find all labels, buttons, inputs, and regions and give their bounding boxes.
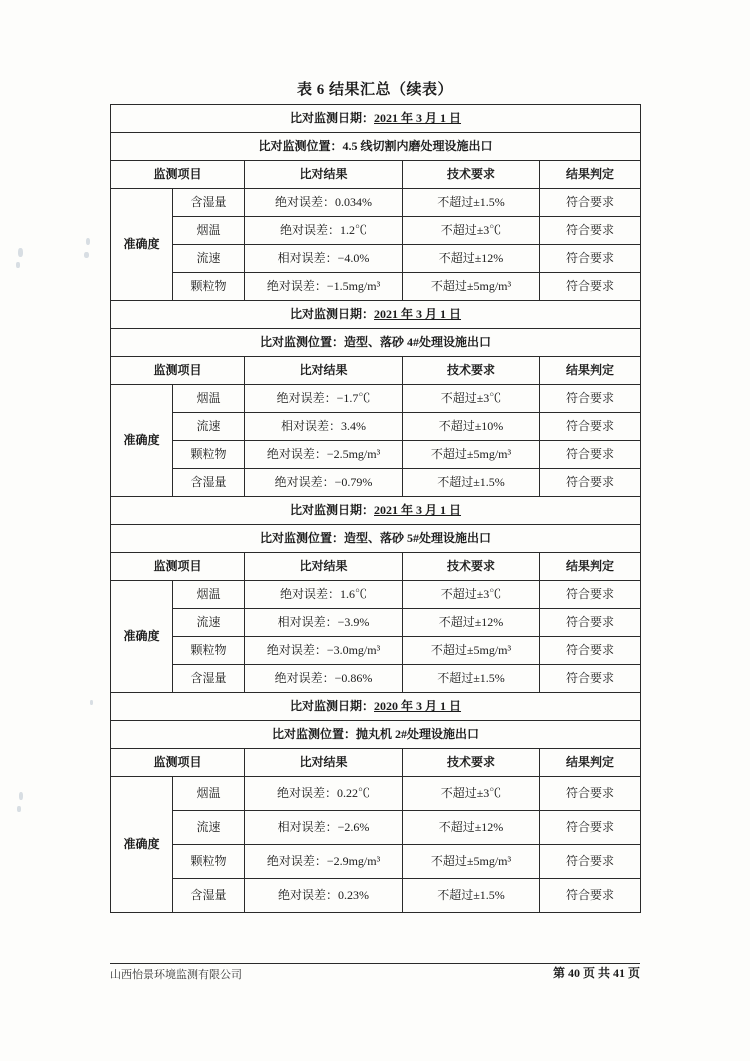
- param-name: 流速: [173, 811, 245, 845]
- table-row: [111, 217, 641, 245]
- monitoring-date-cell: [111, 301, 641, 329]
- table-header-row: [111, 553, 641, 581]
- technical-requirement: 不超过±5mg/m³: [403, 845, 540, 879]
- monitoring-date-cell: [111, 105, 641, 133]
- row-group-label-accuracy: 准确度: [111, 777, 173, 913]
- technical-requirement: 不超过±1.5%: [403, 469, 540, 497]
- column-header-requirement: 技术要求: [403, 357, 540, 385]
- column-header-requirement: 技术要求: [403, 749, 540, 777]
- technical-requirement: 不超过±5mg/m³: [403, 637, 540, 665]
- scan-speck: [90, 700, 93, 705]
- scan-speck: [84, 252, 89, 258]
- param-name: 颗粒物: [173, 637, 245, 665]
- table-row-site: [111, 329, 641, 357]
- column-header-item: 监测项目: [111, 161, 245, 189]
- table-row-site: [111, 133, 641, 161]
- table-row: [111, 189, 641, 217]
- verdict: 符合要求: [540, 217, 641, 245]
- technical-requirement: 不超过±5mg/m³: [403, 441, 540, 469]
- verdict: 符合要求: [540, 441, 641, 469]
- technical-requirement: 不超过±3℃: [403, 217, 540, 245]
- param-name: 流速: [173, 413, 245, 441]
- date-label: 比对监测日期：: [289, 503, 374, 517]
- table-row: [111, 609, 641, 637]
- table-row-site: [111, 721, 641, 749]
- param-name: 烟温: [173, 217, 245, 245]
- scan-speck: [19, 792, 23, 800]
- param-name: 流速: [173, 245, 245, 273]
- results-summary-table: [110, 104, 641, 913]
- param-name: 烟温: [173, 581, 245, 609]
- table-row-date: [111, 301, 641, 329]
- comparison-result: 绝对误差：1.6℃: [245, 581, 403, 609]
- technical-requirement: 不超过±1.5%: [403, 665, 540, 693]
- technical-requirement: 不超过±10%: [403, 413, 540, 441]
- scan-speck: [17, 806, 21, 812]
- column-header-result: 比对结果: [245, 553, 403, 581]
- table-row-date: [111, 105, 641, 133]
- column-header-verdict: 结果判定: [540, 749, 641, 777]
- date-value: 2020 年 3 月 1 日: [374, 699, 462, 713]
- footer-page-number: 第 40 页 共 41 页: [552, 966, 640, 980]
- verdict: 符合要求: [540, 777, 641, 811]
- comparison-result: 相对误差：−2.6%: [245, 811, 403, 845]
- technical-requirement: 不超过±3℃: [403, 581, 540, 609]
- technical-requirement: 不超过±1.5%: [403, 879, 540, 913]
- verdict: 符合要求: [540, 845, 641, 879]
- table-row: [111, 811, 641, 845]
- table-row: [111, 441, 641, 469]
- date-label: 比对监测日期：: [289, 111, 374, 125]
- date-value: 2021 年 3 月 1 日: [374, 307, 462, 321]
- column-header-item: 监测项目: [111, 553, 245, 581]
- param-name: 颗粒物: [173, 273, 245, 301]
- comparison-result: 绝对误差：1.2℃: [245, 217, 403, 245]
- date-value: 2021 年 3 月 1 日: [374, 503, 462, 517]
- comparison-result: 绝对误差：−1.7℃: [245, 385, 403, 413]
- column-header-verdict: 结果判定: [540, 553, 641, 581]
- technical-requirement: 不超过±12%: [403, 811, 540, 845]
- table-row: [111, 879, 641, 913]
- monitoring-date-cell: [111, 693, 641, 721]
- monitoring-site-cell: [111, 329, 641, 357]
- table-row: [111, 665, 641, 693]
- site-label: 比对监测位置：: [271, 727, 356, 741]
- table-row: [111, 273, 641, 301]
- param-name: 含湿量: [173, 665, 245, 693]
- param-name: 含湿量: [173, 469, 245, 497]
- column-header-requirement: 技术要求: [403, 553, 540, 581]
- param-name: 烟温: [173, 385, 245, 413]
- table-row: [111, 777, 641, 811]
- site-value: 造型、落砂 4#处理设施出口: [344, 335, 492, 349]
- site-label: 比对监测位置：: [259, 335, 344, 349]
- table-row: [111, 413, 641, 441]
- column-header-result: 比对结果: [245, 357, 403, 385]
- comparison-result: 绝对误差：0.034%: [245, 189, 403, 217]
- technical-requirement: 不超过±12%: [403, 609, 540, 637]
- table-row-date: [111, 497, 641, 525]
- date-label: 比对监测日期：: [289, 307, 374, 321]
- monitoring-site-cell: [111, 133, 641, 161]
- footer-company-name: 山西怡景环境监测有限公司: [110, 969, 242, 981]
- site-label: 比对监测位置：: [258, 139, 343, 153]
- table-row: [111, 581, 641, 609]
- comparison-result: 绝对误差：−1.5mg/m³: [245, 273, 403, 301]
- param-name: 含湿量: [173, 879, 245, 913]
- row-group-label-accuracy: 准确度: [111, 581, 173, 693]
- column-header-result: 比对结果: [245, 161, 403, 189]
- site-value: 造型、落砂 5#处理设施出口: [344, 531, 492, 545]
- table-row: [111, 845, 641, 879]
- page-title: 表 6 结果汇总（续表）: [296, 82, 453, 98]
- verdict: 符合要求: [540, 189, 641, 217]
- param-name: 颗粒物: [173, 845, 245, 879]
- monitoring-site-cell: [111, 721, 641, 749]
- date-value: 2021 年 3 月 1 日: [374, 111, 462, 125]
- param-name: 含湿量: [173, 189, 245, 217]
- scan-speck: [16, 262, 20, 268]
- table-row-date: [111, 693, 641, 721]
- table-header-row: [111, 161, 641, 189]
- scan-speck: [18, 248, 23, 257]
- table-header-row: [111, 749, 641, 777]
- comparison-result: 绝对误差：−3.0mg/m³: [245, 637, 403, 665]
- column-header-result: 比对结果: [245, 749, 403, 777]
- scan-speck: [86, 238, 90, 245]
- verdict: 符合要求: [540, 385, 641, 413]
- comparison-result: 绝对误差：−0.79%: [245, 469, 403, 497]
- comparison-result: 相对误差：−4.0%: [245, 245, 403, 273]
- verdict: 符合要求: [540, 665, 641, 693]
- technical-requirement: 不超过±5mg/m³: [403, 273, 540, 301]
- site-label: 比对监测位置：: [259, 531, 344, 545]
- site-value: 抛丸机 2#处理设施出口: [356, 727, 480, 741]
- verdict: 符合要求: [540, 469, 641, 497]
- technical-requirement: 不超过±1.5%: [403, 189, 540, 217]
- technical-requirement: 不超过±3℃: [403, 385, 540, 413]
- technical-requirement: 不超过±3℃: [403, 777, 540, 811]
- param-name: 流速: [173, 609, 245, 637]
- row-group-label-accuracy: 准确度: [111, 385, 173, 497]
- column-header-verdict: 结果判定: [540, 357, 641, 385]
- comparison-result: 相对误差：3.4%: [245, 413, 403, 441]
- monitoring-site-cell: [111, 525, 641, 553]
- comparison-result: 绝对误差：0.22℃: [245, 777, 403, 811]
- table-row: [111, 469, 641, 497]
- table-row-site: [111, 525, 641, 553]
- comparison-result: 绝对误差：0.23%: [245, 879, 403, 913]
- monitoring-date-cell: [111, 497, 641, 525]
- technical-requirement: 不超过±12%: [403, 245, 540, 273]
- table-row: [111, 385, 641, 413]
- verdict: 符合要求: [540, 273, 641, 301]
- verdict: 符合要求: [540, 581, 641, 609]
- date-label: 比对监测日期：: [289, 699, 374, 713]
- site-value: 4.5 线切割内磨处理设施出口: [342, 139, 493, 153]
- comparison-result: 绝对误差：−0.86%: [245, 665, 403, 693]
- table-header-row: [111, 357, 641, 385]
- column-header-item: 监测项目: [111, 357, 245, 385]
- verdict: 符合要求: [540, 609, 641, 637]
- comparison-result: 相对误差：−3.9%: [245, 609, 403, 637]
- verdict: 符合要求: [540, 811, 641, 845]
- column-header-requirement: 技术要求: [403, 161, 540, 189]
- row-group-label-accuracy: 准确度: [111, 189, 173, 301]
- verdict: 符合要求: [540, 413, 641, 441]
- table-row: [111, 637, 641, 665]
- column-header-item: 监测项目: [111, 749, 245, 777]
- column-header-verdict: 结果判定: [540, 161, 641, 189]
- verdict: 符合要求: [540, 637, 641, 665]
- comparison-result: 绝对误差：−2.9mg/m³: [245, 845, 403, 879]
- table-row: [111, 245, 641, 273]
- verdict: 符合要求: [540, 879, 641, 913]
- param-name: 烟温: [173, 777, 245, 811]
- verdict: 符合要求: [540, 245, 641, 273]
- param-name: 颗粒物: [173, 441, 245, 469]
- comparison-result: 绝对误差：−2.5mg/m³: [245, 441, 403, 469]
